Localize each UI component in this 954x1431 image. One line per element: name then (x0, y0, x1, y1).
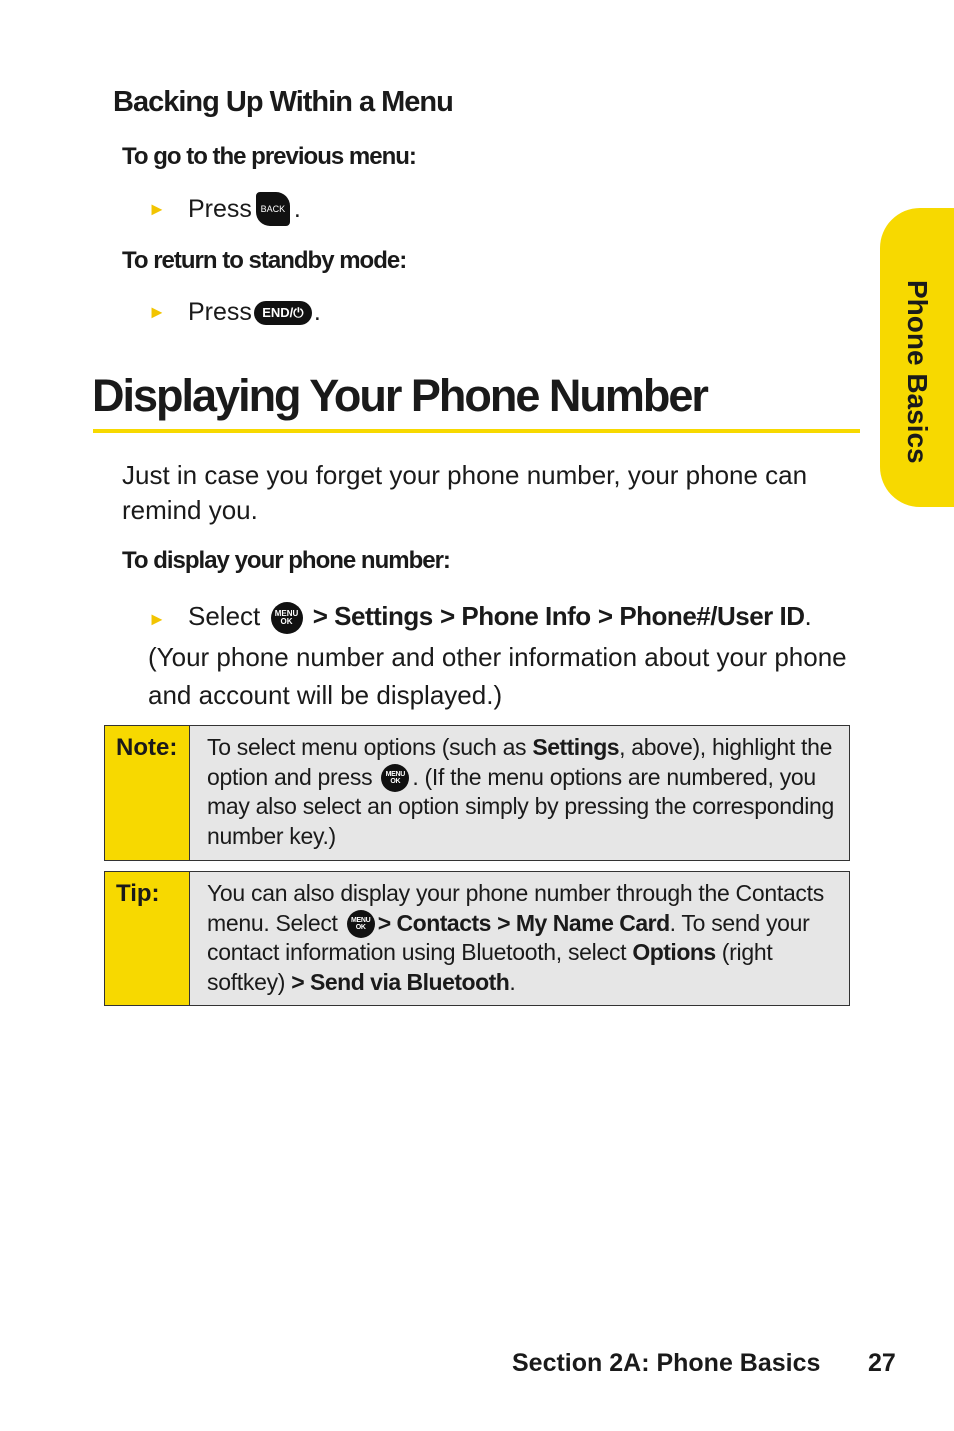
step-text: Press (188, 194, 252, 223)
tip-options: Options (632, 939, 716, 966)
tip-my-name-card: > My Name Card (497, 909, 670, 936)
note-text: To select menu options (such as Settings, above), highlight the option and press MENU OK . (If the menu options are numbered, you may also select an option simply by pressing the corresponding number key.) (207, 734, 835, 849)
page-title: Displaying Your Phone Number (92, 370, 707, 421)
menu-path-settings: > Settings (312, 601, 433, 631)
menu-ok-key-icon: MENU OK (381, 764, 409, 792)
note-box (104, 725, 850, 861)
menu-path-phone-info: > Phone Info (439, 601, 591, 631)
bullet-arrow-icon: ► (148, 302, 166, 322)
footer-section: Section 2A: Phone Basics (512, 1349, 821, 1377)
side-tab-label: Phone Basics (902, 280, 933, 464)
menu-ok-key-icon: MENU OK (347, 910, 375, 938)
subsection-title: Backing Up Within a Menu (113, 86, 453, 118)
back-key-icon: BACK (256, 192, 290, 226)
step-period: . (313, 298, 321, 326)
page-number: 27 (868, 1349, 896, 1377)
tip-contacts: > Contacts (377, 909, 491, 936)
menu-ok-key-icon: MENU OK (271, 602, 303, 634)
step-text: Select (188, 601, 261, 631)
instruction-heading: To display your phone number: (122, 547, 450, 574)
end-key-icon: END/⏻ (254, 301, 312, 325)
previous-menu-heading: To go to the previous menu: (122, 143, 416, 170)
bullet-arrow-icon: ► (148, 198, 166, 219)
note-settings: Settings (532, 734, 620, 760)
standby-step (148, 298, 321, 327)
bullet-arrow-icon: ► (148, 609, 166, 629)
previous-menu-step (148, 192, 301, 226)
note-label: Note: (105, 726, 190, 860)
tip-label: Tip: (105, 872, 190, 1005)
step-description: . (Your phone number and other information about your phone and account will be displayed.) (148, 601, 847, 710)
menu-path-phone-user-id: > Phone#/User ID (597, 601, 805, 631)
standby-heading: To return to standby mode: (122, 247, 407, 274)
title-underline (93, 429, 860, 433)
tip-text: You can also display your phone number through the Contacts menu. Select MENU OK > Contacts > My Name Card. To send your contact information using Bluetooth, select Options (right softkey) > Send via Bluetooth. (207, 880, 824, 995)
intro-paragraph: Just in case you forget your phone number, your phone can remind you. (122, 460, 808, 525)
section-side-tab (880, 208, 954, 507)
tip-send-bluetooth: > Send via Bluetooth (291, 968, 510, 995)
display-number-step (148, 597, 863, 714)
step-text: Press (188, 298, 252, 326)
step-period: . (293, 194, 301, 223)
tip-box (104, 871, 850, 1006)
